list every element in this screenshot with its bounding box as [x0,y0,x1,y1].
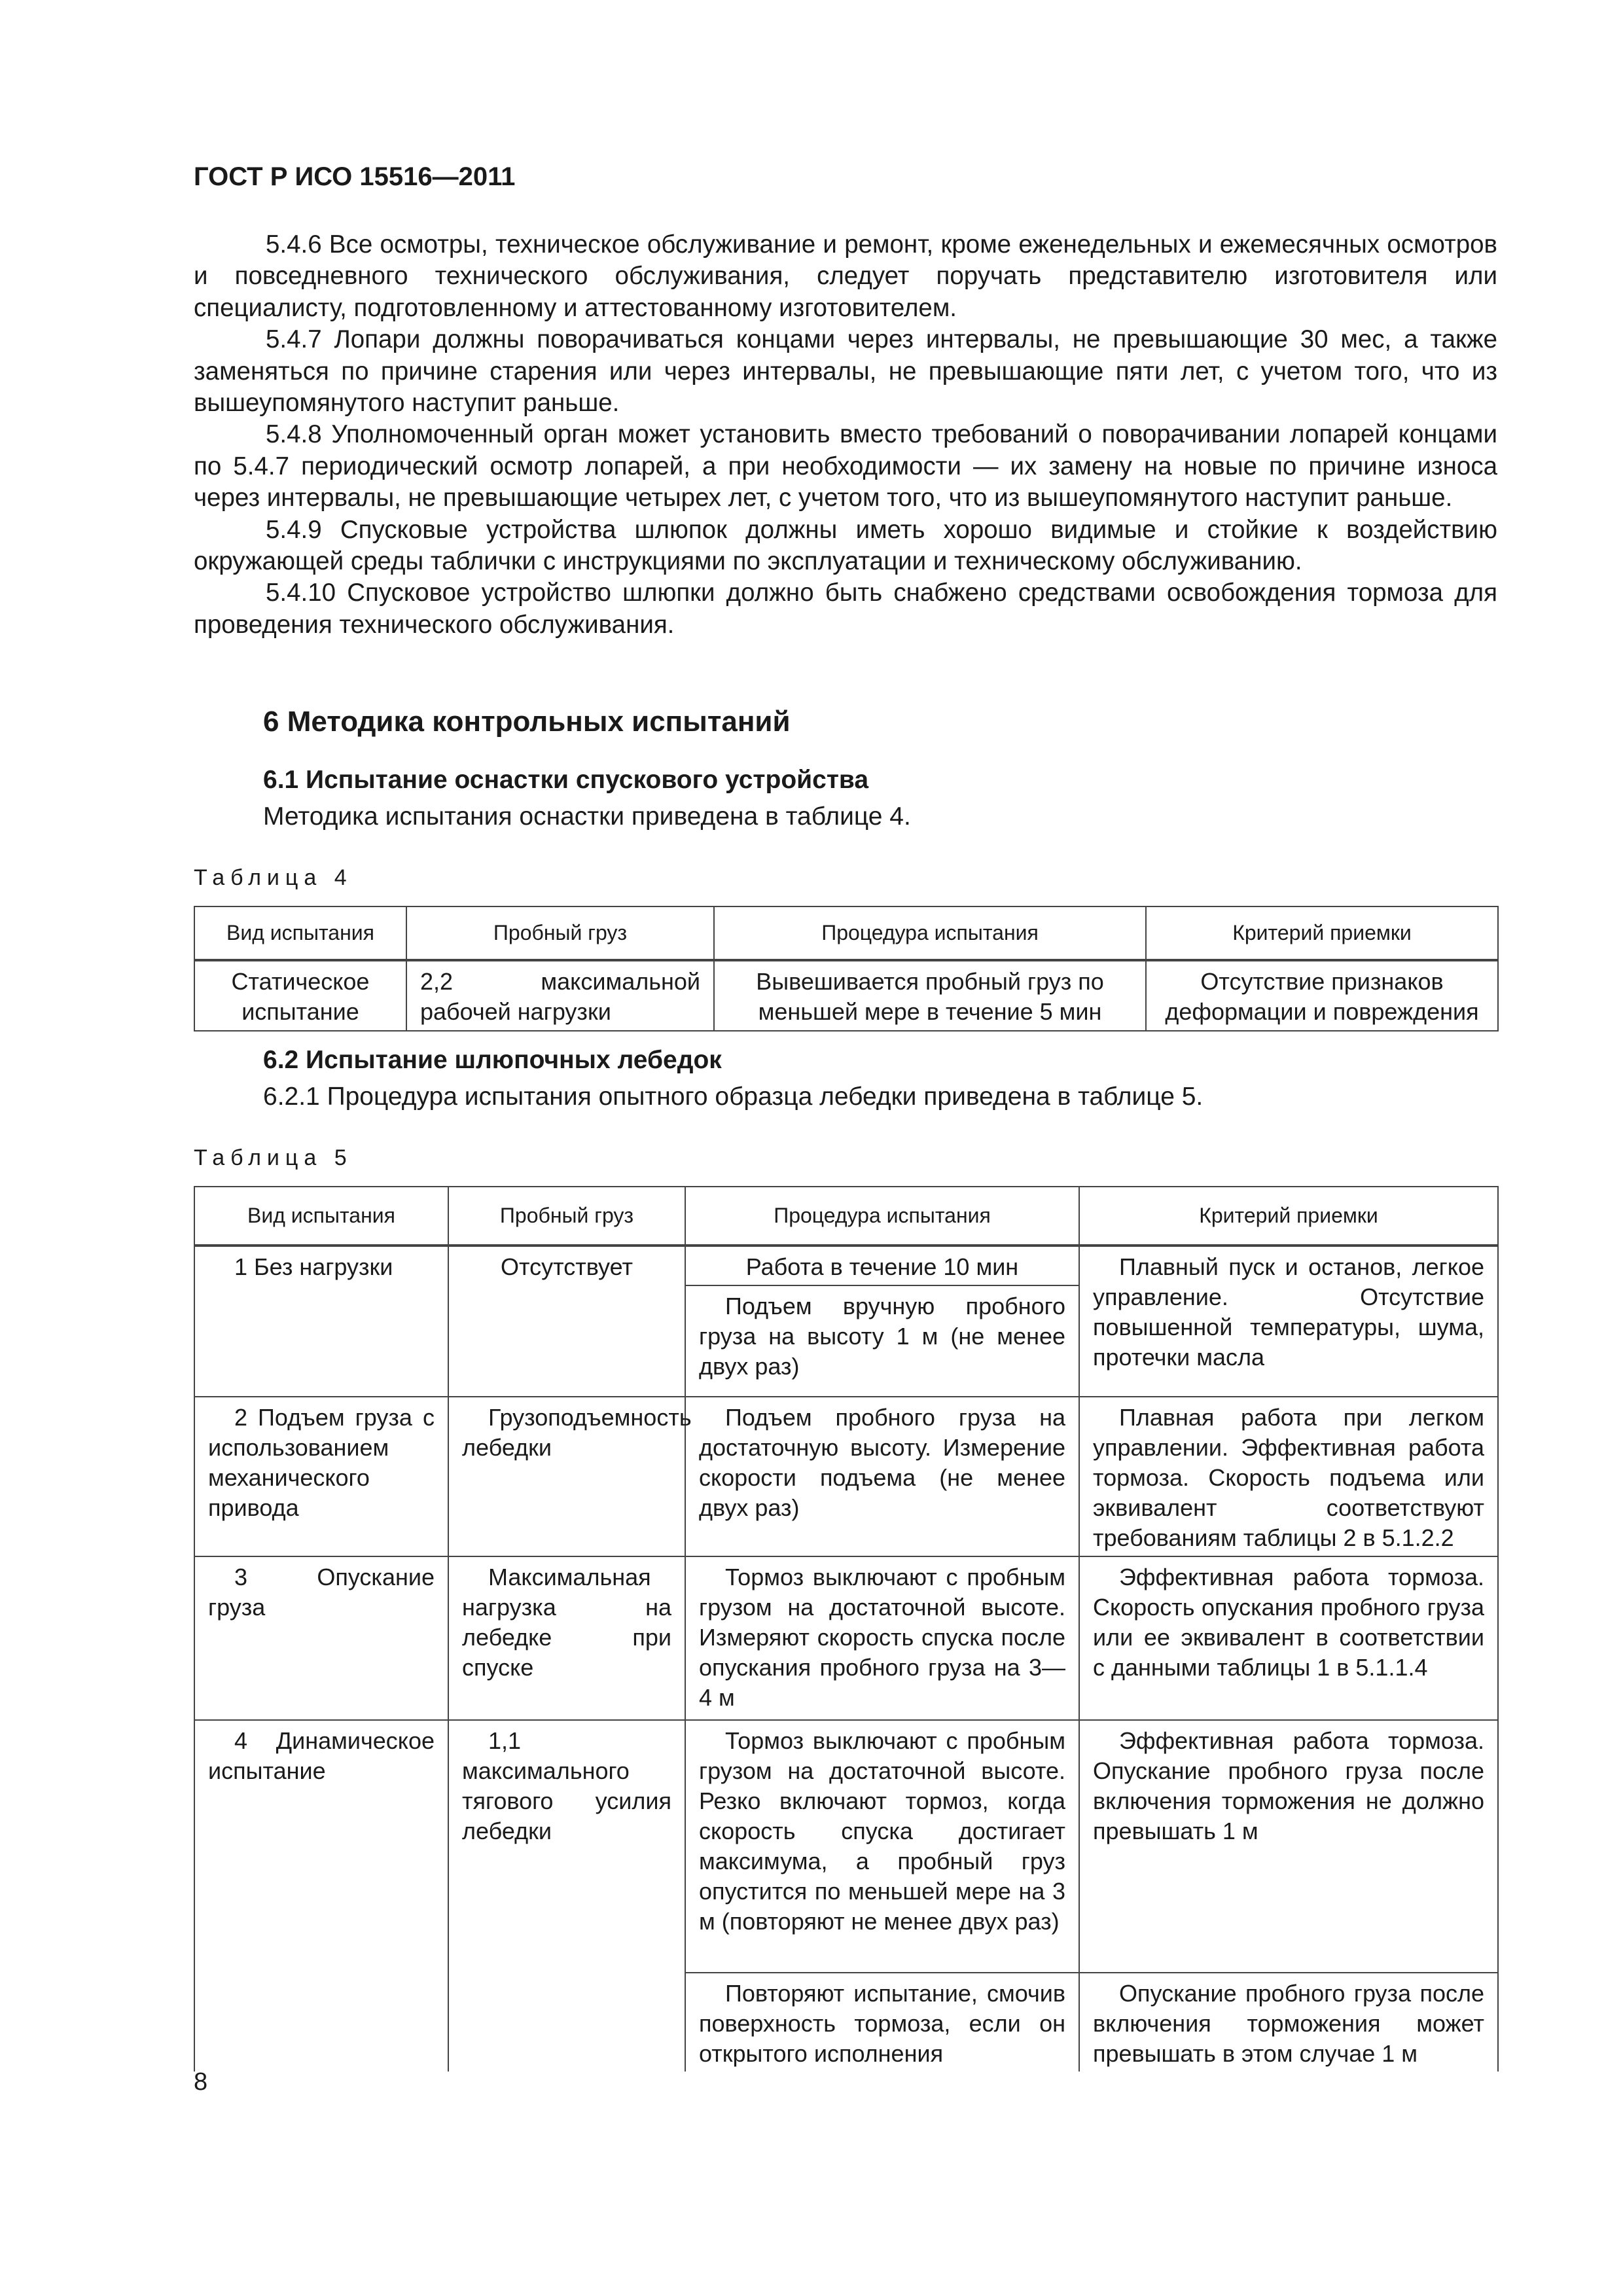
table-5 [194,1186,1499,2072]
table-5-r1-proc-b [685,1285,1079,1397]
table-row [194,1720,1498,1973]
table-5-r2-procedure-text: Подъем пробного груза на достаточную высоту. Измерение скорости подъема (не менее двух раз) [699,1404,1065,1521]
table-5-r1-proc-a: Работа в течение 10 мин [685,1246,1079,1285]
section-6-1-title: 6.1 Испытание оснастки спускового устройства [263,766,869,794]
table-5-r1-type-text: 1 Без нагрузки [234,1253,393,1280]
table-4-cell-load: 2,2 максимальной рабочей нагрузки [406,960,714,1031]
table-5-r4-type-text: 4 Динамическое испытание [208,1727,435,1784]
table-5-r2-load [448,1397,692,1556]
table-4-cell-criterion: Отсутствие признаков деформации и повреждения [1146,960,1498,1031]
table-5-r2-load-text: Грузоподъемность лебедки [462,1404,692,1461]
table-5-r2-type-text: 2 Подъем груза с использованием механического привода [208,1404,435,1521]
table-5-r1-criterion-text: Плавный пуск и останов, легкое управление. Отсутствие повышенной температуры, шума, протечки масла [1093,1253,1484,1371]
table-4-header-row [194,906,1498,960]
table-4-header-load: Пробный груз [406,906,714,960]
table-5-r4-crit-a [1079,1720,1498,1973]
paragraph-5-4-9: 5.4.9 Спусковые устройства шлюпок должны иметь хорошо видимые и стойкие к воздействию окружающей среды таблички с инструкциями по эксплуатации и техническому обслуживанию. [194,515,1497,576]
table-5-r2-procedure [685,1397,1079,1556]
section-6-2-1-text: 6.2.1 Процедура испытания опытного образца лебедки приведена в таблице 5. [263,1083,1204,1111]
table-5-r4-proc-a [685,1720,1079,1973]
paragraph-5-4-10: 5.4.10 Спусковое устройство шлюпки должно быть снабжено средствами освобождения тормоза для проведения технического обслуживания. [194,579,1497,639]
table-row [194,960,1498,1031]
table-5-r4-load [448,1720,685,2072]
table-5-r2-criterion-text: Плавная работа при легком управлении. Эффективная работа тормоза. Скорость подъема или эквивалент соответствуют требованиям таблицы 2 в 5.1.2.2 [1093,1404,1484,1551]
table-5-r4-proc-a-text: Тормоз выключают с пробным грузом на достаточной высоте. Резко включают тормоз, когда скорость спуска достигает максимума, а пробный груз опустится по меньшей мере на 3 м (повторяют не менее двух раз) [699,1727,1065,1935]
table-4-header-procedure: Процедура испытания [714,906,1146,960]
table-4 [194,906,1499,1031]
table-5-r2-criterion [1079,1397,1498,1556]
table-4-cell-procedure: Вывешивается пробный груз по меньшей мере в течение 5 мин [714,960,1146,1031]
section-6-title: 6 Методика контрольных испытаний [263,706,791,738]
table-row [194,1397,1498,1556]
table-5-r1-proc-b-text: Подъем вручную пробного груза на высоту 1 м (не менее двух раз) [699,1293,1065,1380]
table-5-header-load: Пробный груз [448,1187,685,1246]
table-5-r1-load: Отсутствует [448,1246,685,1397]
paragraph-5-4-8: 5.4.8 Уполномоченный орган может установить вместо требований о поворачивании лопарей концами по 5.4.7 периодический осмотр лопарей, а при необходимости — их замену на новые по причине износа через интервалы, не превышающие четырех лет, с учетом того, что из вышеупомянутого наступит раньше. [194,420,1497,512]
table-5-caption: Таблица 5 [194,1145,353,1170]
table-5-r4-load-text: 1,1 максимального тягового усилия лебедки [462,1727,671,1844]
table-4-header-type: Вид испытания [194,906,406,960]
table-5-r3-load-text: Максимальная нагрузка на лебедке при спуске [462,1564,671,1681]
table-5-r3-type-text: 3 Опускание груза [208,1564,435,1621]
table-4-caption: Таблица 4 [194,865,353,890]
table-5-header-row [194,1187,1498,1246]
table-5-r4-crit-b [1079,1973,1498,2072]
table-5-r3-criterion [1079,1556,1498,1720]
table-4-header-criterion: Критерий приемки [1146,906,1498,960]
paragraph-5-4-7: 5.4.7 Лопари должны поворачиваться концами через интервалы, не превышающие 30 мес, а также заменяться по причине старения или через интервалы, не превышающие пяти лет, с учетом того, что из вышеупомянутого наступит раньше. [194,325,1497,418]
table-5-r1-type [194,1246,448,1397]
paragraph-5-4-6: 5.4.6 Все осмотры, техническое обслуживание и ремонт, кроме еженедельных и ежемесячных осмотров и повседневного технического обслуживания, следует поручать представителю изготовителя или специалисту, подготовленному и аттестованному изготовителем. [194,230,1497,322]
table-5-r3-procedure-text: Тормоз выключают с пробным грузом на достаточной высоте. Измеряют скорость спуска после опускания пробного груза на 3—4 м [699,1564,1065,1711]
table-5-r3-load [448,1556,685,1720]
table-5-r4-proc-b [685,1973,1079,2072]
table-5-r4-proc-b-text: Повторяют испытание, смочив поверхность тормоза, если он открытого исполнения [699,1980,1065,2067]
table-5-r4-crit-a-text: Эффективная работа тормоза. Опускание пробного груза после включения торможения не должно превышать 1 м [1093,1727,1484,1844]
table-5-r3-criterion-text: Эффективная работа тормоза. Скорость опускания пробного груза или ее эквивалент в соответствии с данными таблицы 1 в 5.1.1.4 [1093,1564,1484,1681]
table-row [194,1556,1498,1720]
table-5-header-criterion: Критерий приемки [1079,1187,1498,1246]
section-6-2-title: 6.2 Испытание шлюпочных лебедок [263,1046,722,1074]
document-code-header: ГОСТ Р ИСО 15516—2011 [194,162,516,191]
page-number: 8 [194,2068,208,2096]
section-6-1-text: Методика испытания оснастки приведена в таблице 4. [263,802,911,831]
table-5-r3-type [194,1556,448,1720]
table-5-r4-crit-b-text: Опускание пробного груза после включения торможения может превышать в этом случае 1 м [1093,1980,1484,2067]
table-5-header-procedure: Процедура испытания [685,1187,1079,1246]
table-4-cell-type: Статическое испытание [194,960,406,1031]
table-5-header-type: Вид испытания [194,1187,448,1246]
table-5-r3-procedure [685,1556,1079,1720]
table-row [194,1246,1498,1285]
body-text [194,229,1497,641]
table-5-r4-type [194,1720,448,2072]
table-5-r1-criterion [1079,1246,1498,1397]
table-5-r2-type [194,1397,448,1556]
